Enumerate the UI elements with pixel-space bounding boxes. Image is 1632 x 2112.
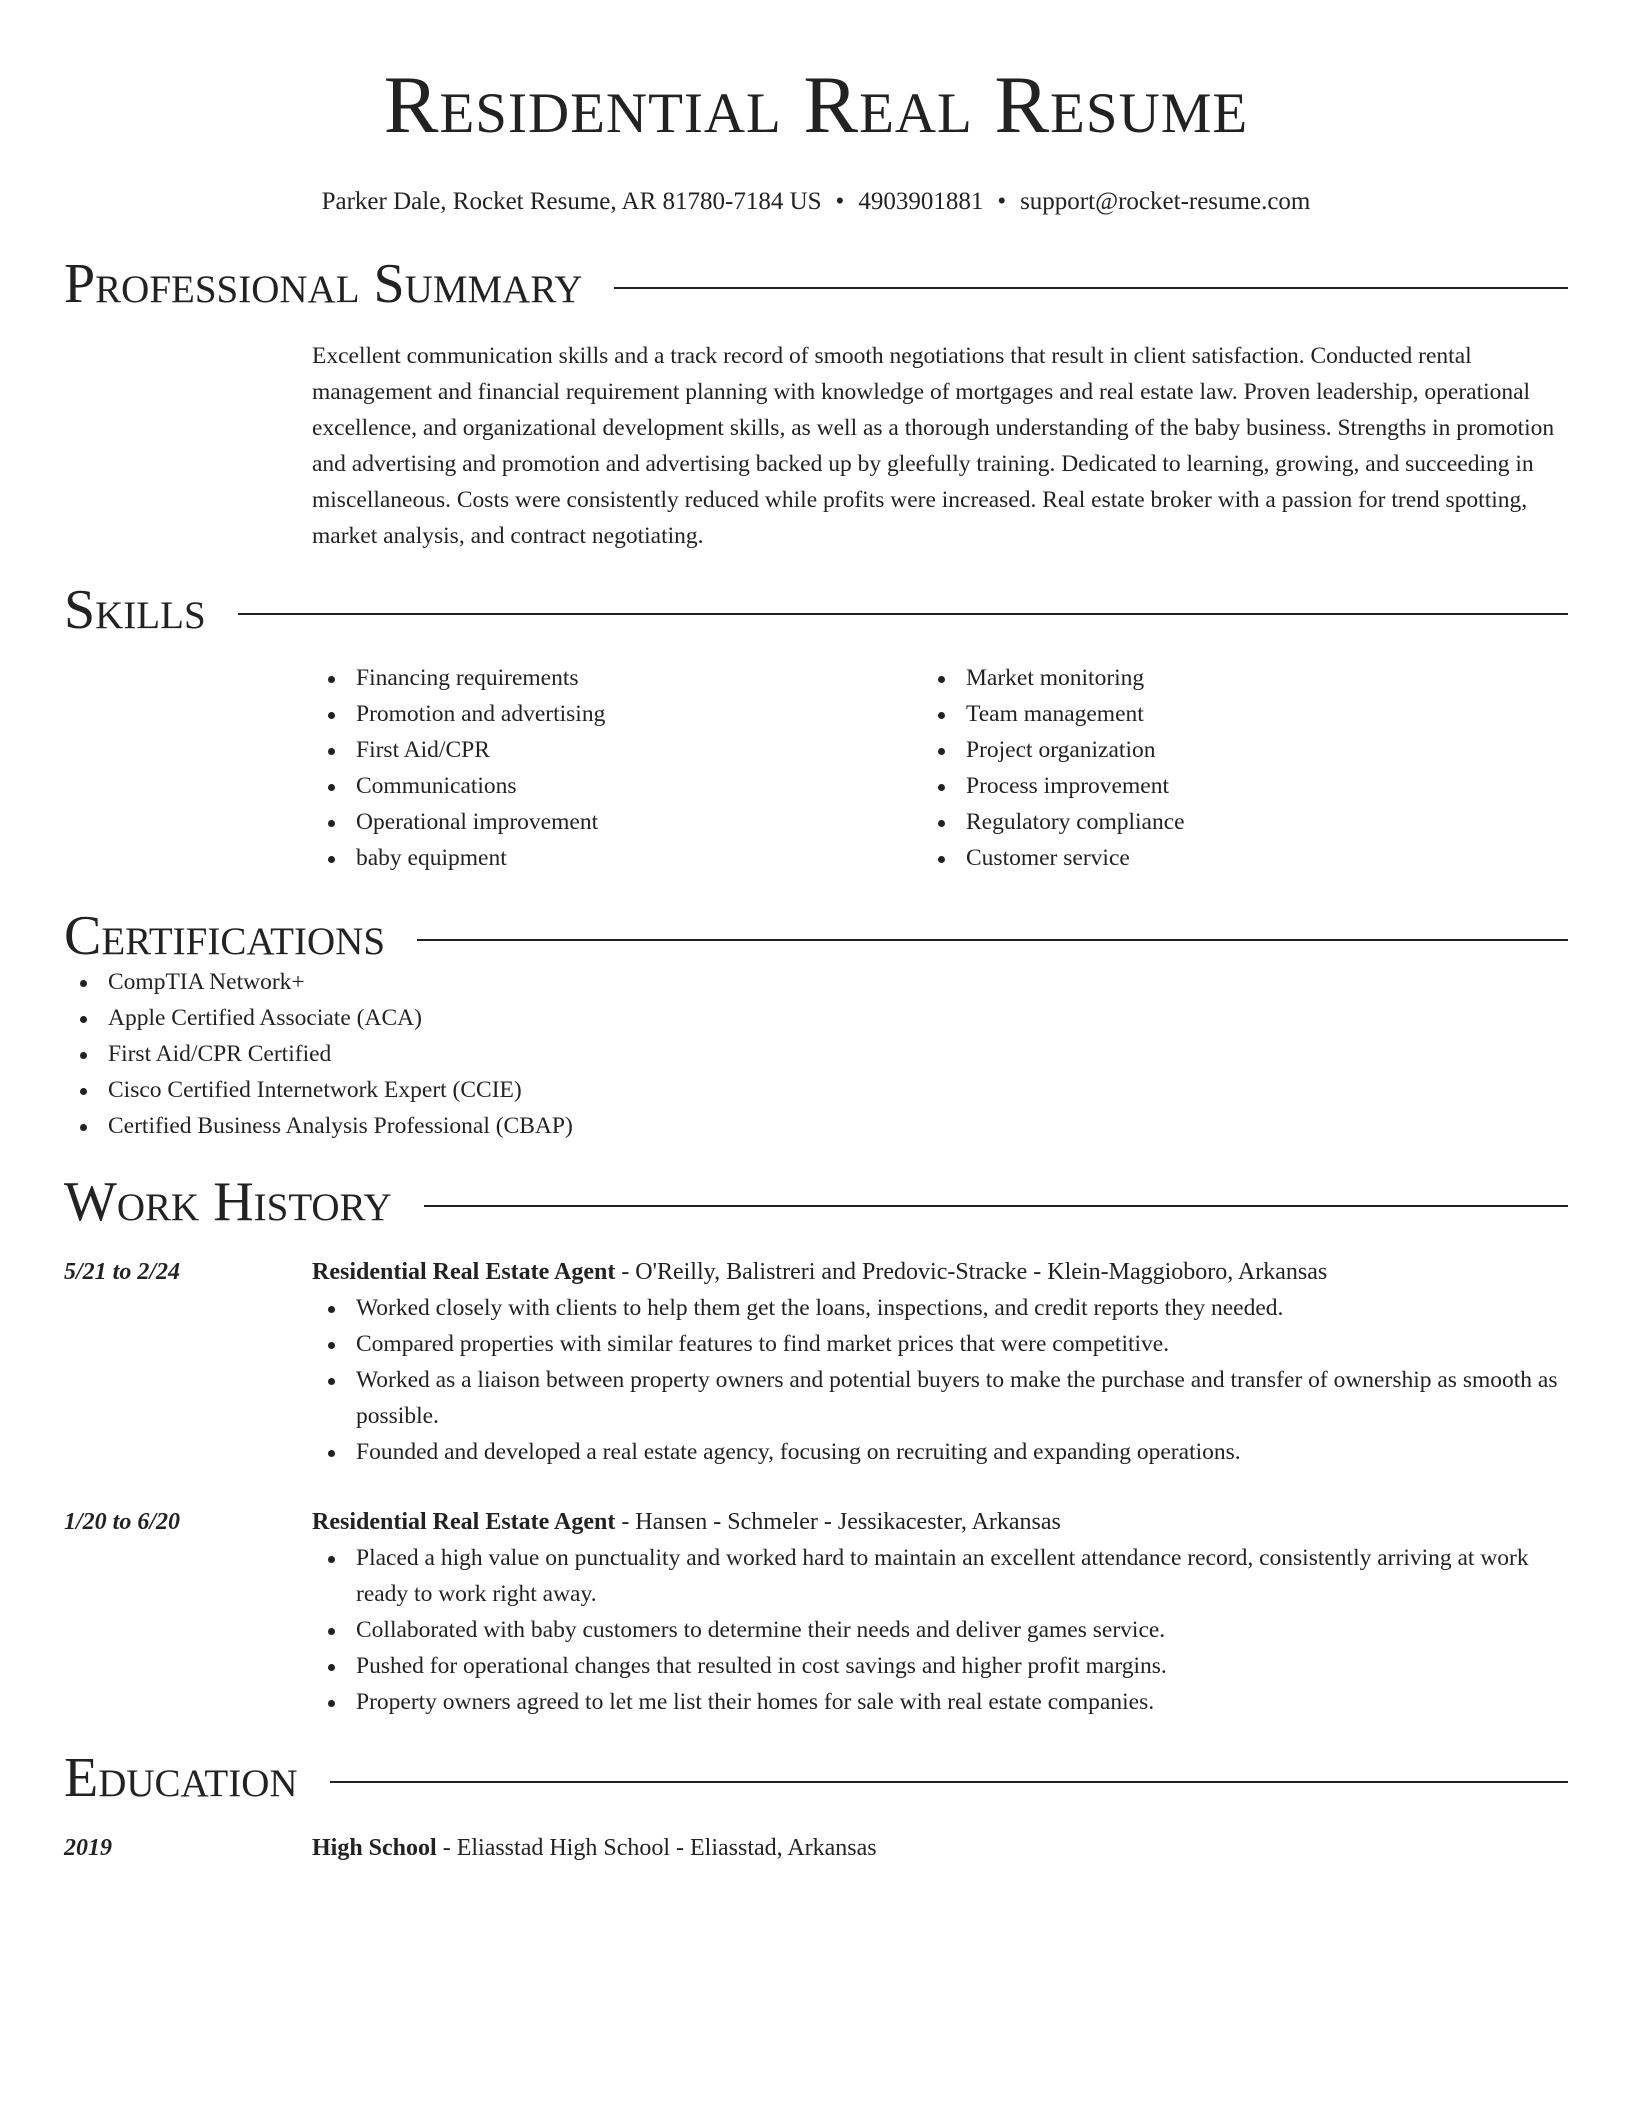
education-section-header: [64, 1747, 1568, 1809]
job-bullet: Collaborated with baby customers to determine their needs and deliver games service.: [312, 1612, 1568, 1648]
job-role: Residential Real Estate Agent: [312, 1509, 616, 1535]
skill-item: Communications: [312, 768, 922, 804]
section-divider: [614, 287, 1568, 289]
skill-item: Operational improvement: [312, 804, 922, 840]
job-entry: [64, 1504, 1568, 1720]
job-details: [312, 1504, 1568, 1720]
job-dates: 1/20 to 6/20: [64, 1509, 181, 1535]
skill-item: Market monitoring: [922, 660, 1532, 696]
certifications-list: [64, 964, 1568, 1144]
job-employer: - O'Reilly, Balistreri and Predovic-Stracke - Klein-Maggioboro, Arkansas: [615, 1259, 1328, 1285]
contact-phone: 4903901881: [858, 188, 984, 215]
skill-item: Project organization: [922, 732, 1532, 768]
contact-separator: •: [997, 188, 1007, 215]
education-section-title: Education: [64, 1747, 298, 1809]
section-divider: [424, 1205, 1568, 1207]
work-history-section-title: Work History: [64, 1171, 392, 1233]
job-bullets: [312, 1290, 1568, 1470]
skill-item: Customer service: [922, 840, 1532, 876]
skill-item: First Aid/CPR: [312, 732, 922, 768]
job-details: [312, 1254, 1568, 1470]
summary-text: Excellent communication skills and a track record of smooth negotiations that result in client satisfaction. Conducted rental management and financial requirement planning with knowledge of mortgages and real estate law. Proven leadership, operational excellence, and organizational development skills, as well as a thorough understanding of the baby business. Strengths in promotion and advertising and promotion and advertising backed up by gleefully training. Dedicated to learning, growing, and succeeding in miscellaneous. Costs were consistently reduced while profits were increased. Real estate broker with a passion for trend spotting, market analysis, and contract negotiating.: [312, 343, 1555, 549]
certification-item: Cisco Certified Internetwork Expert (CCIE): [64, 1072, 1568, 1108]
summary-section-header: [64, 253, 1568, 315]
summary-section-title: Professional Summary: [64, 253, 583, 315]
job-bullets: [312, 1540, 1568, 1720]
education-entry: [64, 1830, 1568, 1866]
education-details: [312, 1830, 1568, 1866]
contact-email: support@rocket-resume.com: [1020, 188, 1311, 215]
job-heading: [312, 1254, 1568, 1290]
job-bullet: Placed a high value on punctuality and worked hard to maintain an excellent attendance record, consistently arriving at work ready to work right away.: [312, 1540, 1568, 1612]
contact-line: [64, 188, 1568, 216]
education-school: - Eliasstad High School - Eliasstad, Arkansas: [436, 1835, 877, 1861]
job-bullet: Property owners agreed to let me list their homes for sale with real estate companies.: [312, 1684, 1568, 1720]
certification-item: Certified Business Analysis Professional (CBAP): [64, 1108, 1568, 1144]
skill-item: Financing requirements: [312, 660, 922, 696]
section-divider: [417, 939, 1568, 941]
skills-list-left: [312, 660, 922, 876]
skills-grid: [312, 660, 1568, 876]
section-divider: [330, 1781, 1568, 1783]
job-entry: [64, 1254, 1568, 1470]
job-bullet: Founded and developed a real estate agency, focusing on recruiting and expanding operations.: [312, 1434, 1568, 1470]
education-degree: High School: [312, 1835, 437, 1861]
certifications-section-header: [64, 905, 1568, 967]
job-bullet: Pushed for operational changes that resulted in cost savings and higher profit margins.: [312, 1648, 1568, 1684]
skills-list-right: [922, 660, 1532, 876]
education-heading: [312, 1830, 1568, 1866]
contact-address: Parker Dale, Rocket Resume, AR 81780-7184 US: [321, 188, 822, 215]
job-bullet: Worked closely with clients to help them get the loans, inspections, and credit reports they needed.: [312, 1290, 1568, 1326]
job-role: Residential Real Estate Agent: [312, 1259, 616, 1285]
work-history-section-header: [64, 1171, 1568, 1233]
education-year: 2019: [64, 1835, 112, 1861]
resume-title: Residential Real Resume: [383, 59, 1249, 150]
skill-item: Process improvement: [922, 768, 1532, 804]
job-bullet: Compared properties with similar features to find market prices that were competitive.: [312, 1326, 1568, 1362]
skill-item: Promotion and advertising: [312, 696, 922, 732]
job-dates: 5/21 to 2/24: [64, 1259, 181, 1285]
job-bullet: Worked as a liaison between property owners and potential buyers to make the purchase and transfer of ownership as smooth as possible.: [312, 1362, 1568, 1434]
skill-item: Regulatory compliance: [922, 804, 1532, 840]
job-heading: [312, 1504, 1568, 1540]
certification-item: CompTIA Network+: [64, 964, 1568, 1000]
skills-section-header: [64, 579, 1568, 641]
skill-item: baby equipment: [312, 840, 922, 876]
certifications-section-title: Certifications: [64, 905, 386, 967]
certification-item: First Aid/CPR Certified: [64, 1036, 1568, 1072]
contact-separator: •: [835, 188, 845, 215]
skills-section-title: Skills: [64, 579, 206, 641]
certification-item: Apple Certified Associate (ACA): [64, 1000, 1568, 1036]
section-divider: [238, 613, 1568, 615]
job-employer: - Hansen - Schmeler - Jessikacester, Arkansas: [615, 1509, 1061, 1535]
skill-item: Team management: [922, 696, 1532, 732]
